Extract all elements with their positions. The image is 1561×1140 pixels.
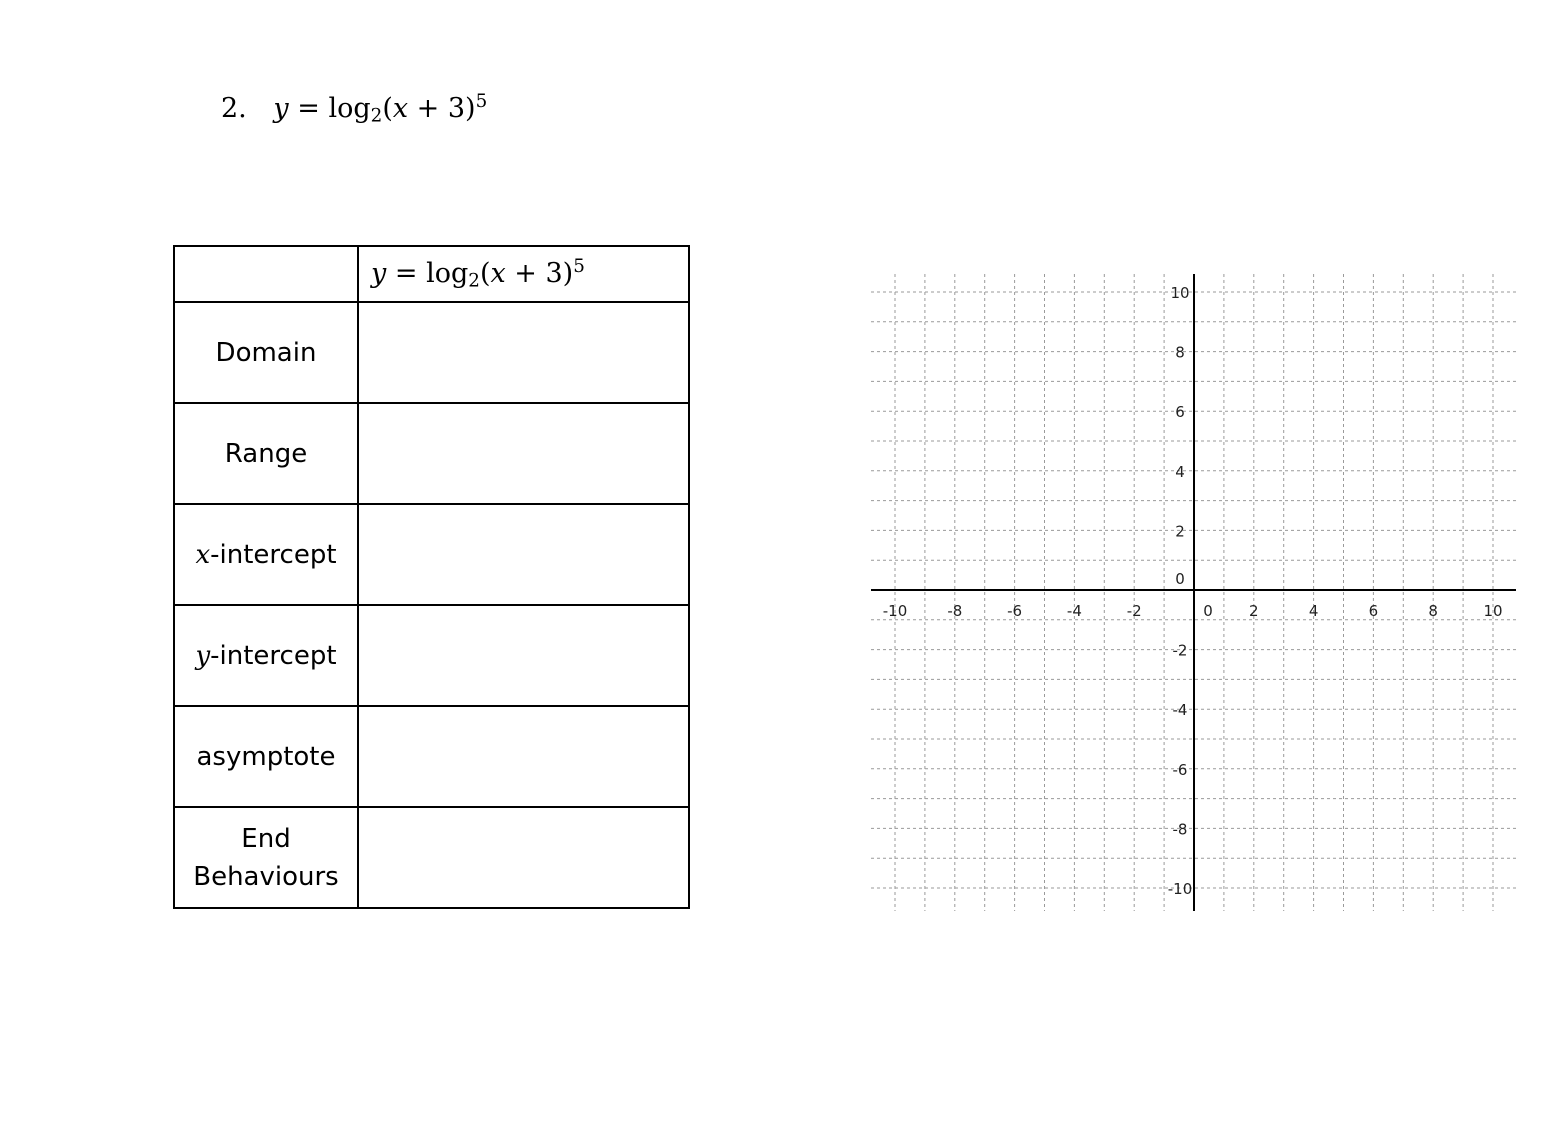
- row-label-asymptote: asymptote: [174, 706, 358, 807]
- y-tick-label: -10: [1167, 880, 1193, 898]
- table-row-asymptote: [174, 706, 689, 807]
- header-blank-cell: [174, 246, 358, 302]
- answer-cell-domain[interactable]: [358, 302, 689, 403]
- x-axis-tick-labels: [883, 602, 1503, 620]
- y-tick-label: -2: [1172, 641, 1188, 660]
- x-tick-label: 4: [1308, 602, 1319, 620]
- table-row-end-behaviours: [174, 807, 689, 908]
- axes: [871, 274, 1516, 911]
- x-tick-label: 2: [1249, 602, 1259, 620]
- answer-cell-range[interactable]: [358, 403, 689, 504]
- y-tick-label: 6: [1175, 403, 1185, 422]
- y-tick-label: -8: [1172, 820, 1188, 839]
- row-label-range: Range: [174, 403, 358, 504]
- table-row-x-intercept: [174, 504, 689, 605]
- problem-number: 2.: [221, 93, 247, 124]
- x-tick-label: 8: [1428, 602, 1438, 620]
- coordinate-grid[interactable]: [865, 270, 1520, 915]
- answer-cell-end-behaviours[interactable]: [358, 807, 689, 908]
- header-equation-cell: $y = \log_2(x + 3)^5$: [358, 246, 689, 302]
- y-tick-label: 8: [1175, 343, 1185, 362]
- answer-cell-y-intercept[interactable]: [358, 605, 689, 706]
- properties-table: [173, 245, 690, 909]
- y-tick-label: 2: [1175, 522, 1185, 541]
- x-tick-label: -8: [947, 602, 963, 620]
- row-label-y-intercept: y-intercept: [174, 605, 358, 706]
- y-tick-label: -4: [1172, 701, 1188, 720]
- x-tick-label: -4: [1066, 602, 1082, 620]
- y-tick-label: -6: [1172, 760, 1188, 779]
- x-tick-label: -6: [1007, 602, 1023, 620]
- x-tick-label: 0: [1203, 602, 1213, 620]
- table-header-row: [174, 246, 689, 302]
- problem-equation: $y = \log_2(x + 3)^5$: [273, 90, 488, 127]
- problem-statement: [221, 90, 488, 127]
- table-row-y-intercept: [174, 605, 689, 706]
- x-tick-label: -10: [882, 602, 908, 620]
- table-row-domain: [174, 302, 689, 403]
- y-tick-label: 10: [1170, 284, 1190, 302]
- row-label-end-behaviours: End Behaviours: [174, 807, 358, 908]
- row-label-x-intercept: x-intercept: [174, 504, 358, 605]
- x-tick-label: -2: [1126, 602, 1142, 620]
- table-row-range: [174, 403, 689, 504]
- x-tick-label: 6: [1368, 602, 1379, 620]
- y-tick-label: 0: [1175, 570, 1185, 588]
- answer-cell-asymptote[interactable]: [358, 706, 689, 807]
- row-label-domain: Domain: [174, 302, 358, 403]
- x-tick-label: 10: [1483, 602, 1503, 620]
- answer-cell-x-intercept[interactable]: [358, 504, 689, 605]
- y-tick-label: 4: [1175, 462, 1185, 481]
